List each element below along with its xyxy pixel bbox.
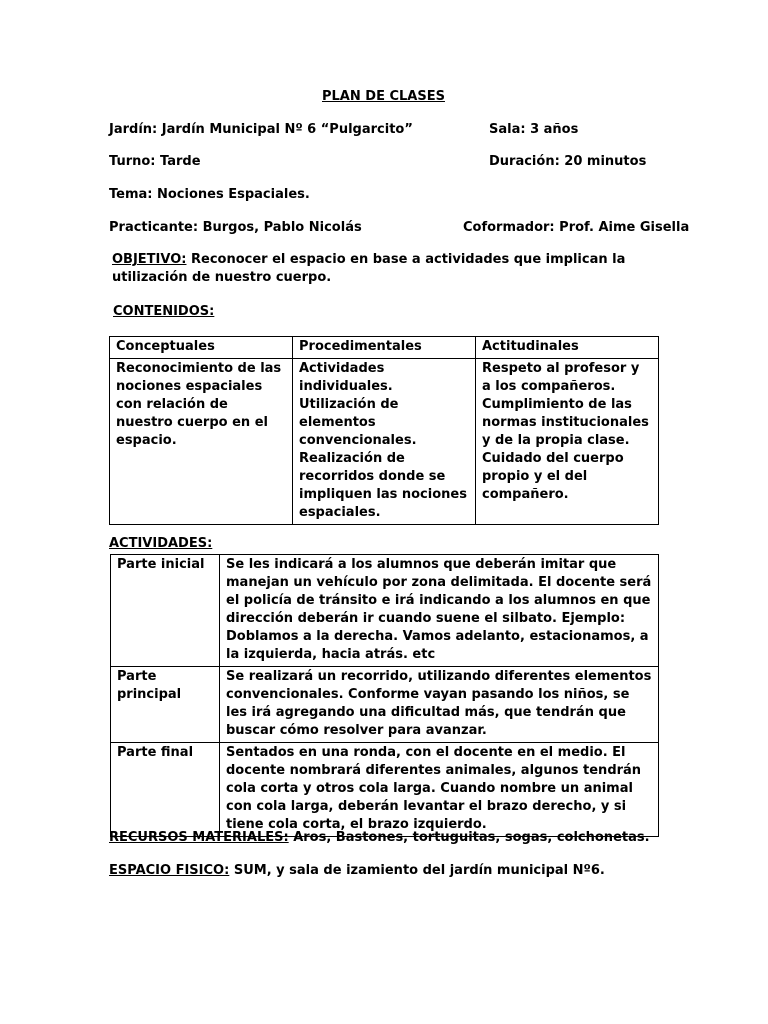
actividad-text: Se les indicará a los alumnos que deberán imitar que manejan un vehículo por zona delimitada. El docente será el policía de tránsito e irá indicando a los alumnos en que dirección deberán ir cuando suene el silbato. Ejemplo: Doblamos a la derecha. Vamos adelanto, estacionamos, a la izquierda, hacia atrás. etc [220, 555, 659, 667]
tema-field: Tema: Nociones Espaciales. [109, 187, 310, 202]
sala-field: Sala: 3 años [489, 122, 579, 137]
parte-label: Parte inicial [111, 555, 220, 667]
turno-field: Turno: Tarde [109, 154, 201, 169]
column-header: Conceptuales [110, 337, 293, 359]
jardin-field: Jardín: Jardín Municipal Nº 6 “Pulgarcito” [109, 122, 413, 137]
page-title: PLAN DE CLASES [322, 89, 445, 104]
recursos-label: RECURSOS MATERIALES: [109, 830, 289, 845]
table-row [110, 359, 659, 525]
espacio-label: ESPACIO FISICO: [109, 863, 230, 878]
recursos-section [109, 829, 650, 847]
table-row [111, 743, 659, 837]
actividades-table [110, 554, 659, 837]
actividad-text: Sentados en una ronda, con el docente en el medio. El docente nombrará diferentes animales, algunos tendrán cola corta y otros cola larga. Cuando nombre un animal con cola larga, deberán levantar el brazo derecho, y si tiene cola corta, el brazo izquierdo. [220, 743, 659, 837]
table-row [111, 555, 659, 667]
contenidos-label: CONTENIDOS: [113, 304, 215, 319]
table-cell: Reconocimiento de las nociones espaciales con relación de nuestro cuerpo en el espacio. [110, 359, 293, 525]
espacio-section [109, 862, 605, 880]
actividad-text: Se realizará un recorrido, utilizando diferentes elementos convencionales. Conforme vayan pasando los niños, se les irá agregando una dificultad más, que tendrán que buscar cómo resolver para avanzar. [220, 667, 659, 743]
objetivo-label: OBJETIVO: [112, 252, 187, 267]
coformador-field: Coformador: Prof. Aime Gisella [463, 220, 690, 235]
table-header-row [110, 337, 659, 359]
objetivo-text: Reconocer el espacio en base a actividades que implican la utilización de nuestro cuerpo. [112, 252, 626, 285]
contenidos-table [109, 336, 659, 525]
duracion-field: Duración: 20 minutos [489, 154, 647, 169]
recursos-text: Aros, Bastones, tortuguitas, sogas, colchonetas. [288, 830, 650, 845]
practicante-field: Practicante: Burgos, Pablo Nicolás [109, 220, 362, 235]
column-header: Procedimentales [293, 337, 476, 359]
actividades-label: ACTIVIDADES: [109, 536, 213, 551]
column-header: Actitudinales [476, 337, 659, 359]
table-row [111, 667, 659, 743]
table-cell: Respeto al profesor y a los compañeros. Cumplimiento de las normas institucionales y de la propia clase. Cuidado del cuerpo propio y el del compañero. [476, 359, 659, 525]
objetivo-section [112, 251, 672, 287]
table-cell: Actividades individuales. Utilización de elementos convencionales. Realización de recorridos donde se impliquen las nociones espaciales. [293, 359, 476, 525]
espacio-text: SUM, y sala de izamiento del jardín municipal Nº6. [229, 863, 605, 878]
parte-label: Parte final [111, 743, 220, 837]
parte-label: Parte principal [111, 667, 220, 743]
